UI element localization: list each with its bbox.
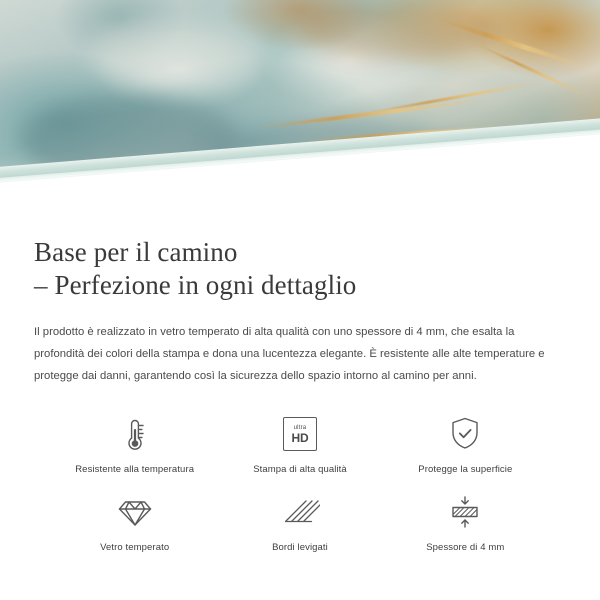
hero-image	[0, 0, 600, 222]
feature-item	[52, 491, 217, 553]
description-paragraph: Il prodotto è realizzato in vetro temperato di alta qualità con uno spessore di 4 mm, che esalta la profondità dei colori della stampa e dona una lucentezza elegante. È resistente alle alte temperature e protegge dai danni, garantendo così la sicurezza dello spazio intorno al camino per anni.	[34, 326, 545, 382]
feature-label: Stampa di alta qualità	[253, 464, 347, 475]
ultra-hd-badge-top: ultra	[293, 424, 307, 431]
feature-item	[52, 413, 217, 475]
feature-item	[217, 413, 382, 475]
feature-grid	[34, 413, 566, 553]
content-block	[0, 222, 600, 553]
feature-label: Resistente alla temperatura	[75, 464, 195, 475]
sparkle-icon	[520, 172, 550, 202]
feature-item	[383, 413, 548, 475]
ultra-hd-badge-bottom: HD	[291, 430, 309, 445]
feature-item	[383, 491, 548, 553]
shield-check-icon	[447, 413, 483, 455]
feature-label: Spessore di 4 mm	[426, 542, 505, 553]
feature-label: Protegge la superficie	[418, 464, 513, 475]
polished-edges-icon	[280, 491, 320, 533]
diamond-icon	[115, 491, 155, 533]
headline-line-2: – Perfezione in ogni dettaglio	[34, 270, 357, 300]
feature-label: Vetro temperato	[100, 542, 170, 553]
feature-label: Bordi levigati	[272, 542, 328, 553]
page-title	[34, 236, 566, 302]
feature-item	[217, 491, 382, 553]
thickness-arrows-icon	[445, 491, 485, 533]
headline-line-1: Base per il camino	[34, 237, 238, 267]
thermometer-icon	[118, 413, 152, 455]
ultra-hd-icon	[283, 413, 317, 455]
